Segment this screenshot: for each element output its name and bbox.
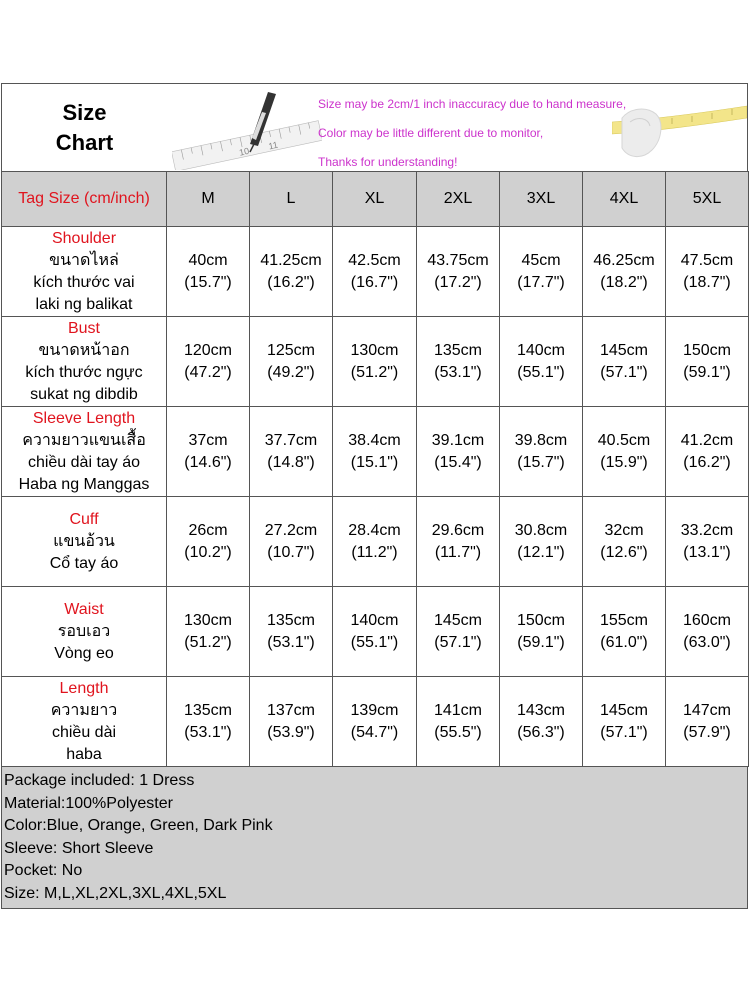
measure-name: Cuff xyxy=(69,510,99,528)
measure-row-shoulder xyxy=(2,227,749,317)
svg-text:10: 10 xyxy=(238,145,251,158)
measure-label xyxy=(2,227,167,317)
value-cm: 37cm xyxy=(188,431,228,449)
value-cm: 33.2cm xyxy=(680,521,734,539)
measure-translation: sukat ng dibdib xyxy=(30,385,138,403)
measure-translation: แขนอ้วน xyxy=(53,532,115,550)
value-cm: 32cm xyxy=(604,521,644,539)
measure-row-waist xyxy=(2,587,749,677)
size-5xl-header: 5XL xyxy=(666,172,749,227)
value-inch: (59.1") xyxy=(517,633,565,651)
value-cm: 41.25cm xyxy=(260,251,322,269)
measure-cell xyxy=(666,677,749,767)
size-header-row xyxy=(2,172,749,227)
value-cm: 130cm xyxy=(183,611,233,629)
measure-cell xyxy=(666,497,749,587)
value-inch: (13.1") xyxy=(683,543,731,561)
value-inch: (57.1") xyxy=(434,633,482,651)
value-cm: 47.5cm xyxy=(680,251,734,269)
measure-translation: ขนาดหน้าอก xyxy=(38,341,130,359)
value-inch: (17.2") xyxy=(434,273,482,291)
value-inch: (47.2") xyxy=(184,363,232,381)
value-cm: 135cm xyxy=(433,341,483,359)
measure-row-bust xyxy=(2,317,749,407)
measure-cell xyxy=(417,227,500,317)
value-inch: (57.1") xyxy=(600,723,648,741)
measure-cell xyxy=(583,677,666,767)
value-cm: 145cm xyxy=(433,611,483,629)
note-thanks: Thanks for understanding! xyxy=(318,155,458,169)
measure-translation: haba xyxy=(66,745,102,763)
value-inch: (15.1") xyxy=(350,453,399,471)
measure-cell xyxy=(250,677,333,767)
measure-cell xyxy=(583,407,666,497)
value-inch: (56.3") xyxy=(517,723,565,741)
value-inch: (15.9") xyxy=(600,453,648,471)
measure-row-sleeve-length xyxy=(2,407,749,497)
value-inch: (15.7") xyxy=(517,453,565,471)
measure-label xyxy=(2,497,167,587)
measure-cell xyxy=(167,227,250,317)
value-inch: (61.0") xyxy=(600,633,648,651)
value-cm: 39.1cm xyxy=(431,431,485,449)
measure-cell xyxy=(500,497,583,587)
measure-translation: รอบเอว xyxy=(57,622,111,640)
chart-title xyxy=(2,84,167,172)
info-pocket: Pocket: No xyxy=(4,862,83,879)
measure-cell xyxy=(333,227,417,317)
info-material: Material:100%Polyester xyxy=(4,794,173,812)
value-cm: 45cm xyxy=(521,251,561,269)
value-inch: (18.7") xyxy=(683,273,731,291)
size-4xl-header: 4XL xyxy=(583,172,666,227)
measure-cell xyxy=(666,587,749,677)
measure-label xyxy=(2,317,167,407)
measure-row-length xyxy=(2,677,749,767)
measure-translation: ขนาดไหล่ xyxy=(49,251,119,269)
size-l-header: L xyxy=(250,172,333,227)
value-cm: 140cm xyxy=(516,341,566,359)
info-sleeve: Sleeve: Short Sleeve xyxy=(4,839,154,857)
measure-cell xyxy=(500,317,583,407)
measure-translation: laki ng balikat xyxy=(35,295,133,313)
value-inch: (59.1") xyxy=(683,363,731,381)
measure-cell xyxy=(250,497,333,587)
measure-cell xyxy=(333,677,417,767)
value-inch: (18.2") xyxy=(600,273,648,291)
measure-cell xyxy=(167,317,250,407)
value-inch: (10.7") xyxy=(267,543,315,561)
value-cm: 145cm xyxy=(599,701,649,719)
measure-cell xyxy=(167,407,250,497)
value-cm: 37.7cm xyxy=(264,431,318,449)
measure-row-cuff xyxy=(2,497,749,587)
value-cm: 40cm xyxy=(188,251,228,269)
value-cm: 137cm xyxy=(266,701,316,719)
value-inch: (16.2") xyxy=(683,453,731,471)
measure-cell xyxy=(500,587,583,677)
size-m-header: M xyxy=(167,172,250,227)
chart-header xyxy=(1,83,748,171)
measure-cell xyxy=(167,677,250,767)
value-inch: (53.1") xyxy=(184,723,232,741)
info-package: Package included: 1 Dress xyxy=(4,772,195,789)
measure-cell xyxy=(417,587,500,677)
size-chart xyxy=(1,83,748,909)
measure-cell xyxy=(500,227,583,317)
size-3xl-header: 3XL xyxy=(500,172,583,227)
measure-cell xyxy=(333,407,417,497)
measure-cell xyxy=(333,497,417,587)
value-inch: (57.1") xyxy=(600,363,648,381)
measure-label xyxy=(2,407,167,497)
value-cm: 27.2cm xyxy=(264,521,318,539)
value-inch: (49.2") xyxy=(267,363,315,381)
value-cm: 28.4cm xyxy=(348,521,401,539)
value-inch: (55.5") xyxy=(434,723,482,741)
measure-cell xyxy=(500,407,583,497)
measure-translation: Cổ tay áo xyxy=(49,554,119,572)
value-inch: (57.9") xyxy=(683,723,731,741)
value-inch: (55.1") xyxy=(350,633,399,651)
value-cm: 140cm xyxy=(350,611,399,629)
measure-cell xyxy=(417,497,500,587)
info-color: Color:Blue, Orange, Green, Dark Pink xyxy=(4,817,273,834)
measure-name: Sleeve Length xyxy=(32,409,136,427)
measure-cell xyxy=(333,587,417,677)
measurement-notes xyxy=(318,90,648,177)
measure-cell xyxy=(583,317,666,407)
value-inch: (16.7") xyxy=(350,273,399,291)
value-cm: 141cm xyxy=(433,701,483,719)
measure-cell xyxy=(250,587,333,677)
value-inch: (17.7") xyxy=(517,273,565,291)
measure-cell xyxy=(500,677,583,767)
value-cm: 30.8cm xyxy=(514,521,568,539)
value-cm: 130cm xyxy=(350,341,399,359)
measure-cell xyxy=(250,407,333,497)
measure-cell xyxy=(583,587,666,677)
value-inch: (53.1") xyxy=(434,363,482,381)
measure-cell xyxy=(583,497,666,587)
measure-name: Length xyxy=(59,679,109,697)
measure-cell xyxy=(417,407,500,497)
measure-cell xyxy=(333,317,417,407)
measure-cell xyxy=(167,587,250,677)
value-inch: (51.2") xyxy=(184,633,232,651)
value-inch: (11.7") xyxy=(434,543,482,561)
value-inch: (54.7") xyxy=(350,723,399,741)
measure-cell xyxy=(417,317,500,407)
value-cm: 41.2cm xyxy=(680,431,734,449)
value-inch: (12.6") xyxy=(600,543,648,561)
value-cm: 42.5cm xyxy=(348,251,401,269)
measure-cell xyxy=(250,317,333,407)
measure-cell xyxy=(666,317,749,407)
note-accuracy: Size may be 2cm/1 inch inaccuracy due to hand measure, xyxy=(318,97,627,111)
value-cm: 29.6cm xyxy=(431,521,485,539)
value-cm: 39.8cm xyxy=(514,431,568,449)
measure-name: Bust xyxy=(67,319,100,337)
value-cm: 150cm xyxy=(516,611,566,629)
measure-translation: chiều dài xyxy=(51,723,117,741)
value-inch: (11.2") xyxy=(351,543,398,561)
value-cm: 145cm xyxy=(599,341,649,359)
measure-cell xyxy=(666,407,749,497)
value-inch: (55.1") xyxy=(517,363,565,381)
measure-translation: ความยาว xyxy=(50,701,118,719)
measuring-tape-hand-illustration xyxy=(612,88,747,168)
measure-cell xyxy=(417,677,500,767)
size-xl-header: XL xyxy=(333,172,417,227)
value-cm: 120cm xyxy=(183,341,233,359)
measure-translation: Vòng eo xyxy=(54,644,114,662)
measure-name: Waist xyxy=(64,600,104,618)
product-info xyxy=(1,767,748,909)
measure-translation: Haba ng Manggas xyxy=(18,475,150,493)
title-line-1: Size xyxy=(62,100,107,125)
value-cm: 143cm xyxy=(516,701,566,719)
measure-name: Shoulder xyxy=(51,229,117,247)
value-inch: (51.2") xyxy=(350,363,399,381)
value-cm: 155cm xyxy=(599,611,649,629)
value-inch: (15.4") xyxy=(434,453,482,471)
size-table xyxy=(1,171,749,767)
measure-translation: ความยาวแขนเสื้อ xyxy=(22,431,146,449)
value-inch: (53.1") xyxy=(267,633,315,651)
tag-size-label: Tag Size (cm/inch) xyxy=(2,172,167,227)
info-size: Size: M,L,XL,2XL,3XL,4XL,5XL xyxy=(4,884,227,902)
value-cm: 46.25cm xyxy=(593,251,655,269)
value-inch: (53.9") xyxy=(267,723,315,741)
measure-translation: chiều dài tay áo xyxy=(27,453,141,471)
measure-cell xyxy=(167,497,250,587)
value-inch: (15.7") xyxy=(184,273,232,291)
measure-cell xyxy=(250,227,333,317)
value-cm: 147cm xyxy=(682,701,732,719)
value-inch: (14.8") xyxy=(267,453,315,471)
svg-text:11: 11 xyxy=(267,139,279,152)
value-inch: (63.0") xyxy=(683,633,731,651)
measure-cell xyxy=(666,227,749,317)
value-cm: 139cm xyxy=(350,701,399,719)
value-cm: 40.5cm xyxy=(597,431,651,449)
value-cm: 150cm xyxy=(682,341,732,359)
measure-translation: kích thước vai xyxy=(33,273,135,291)
note-color: Color may be little different due to monitor, xyxy=(318,126,544,140)
value-cm: 135cm xyxy=(183,701,233,719)
value-cm: 26cm xyxy=(188,521,228,539)
measure-label xyxy=(2,587,167,677)
value-cm: 38.4cm xyxy=(348,431,401,449)
title-line-2: Chart xyxy=(55,130,114,155)
measure-translation: kích thước ngực xyxy=(25,363,143,381)
ruler-pen-illustration xyxy=(172,86,322,170)
value-inch: (16.2") xyxy=(267,273,315,291)
value-inch: (12.1") xyxy=(517,543,565,561)
value-cm: 160cm xyxy=(682,611,732,629)
measure-label xyxy=(2,677,167,767)
value-cm: 125cm xyxy=(266,341,316,359)
measure-cell xyxy=(583,227,666,317)
value-inch: (10.2") xyxy=(184,543,232,561)
value-cm: 135cm xyxy=(266,611,316,629)
size-2xl-header: 2XL xyxy=(417,172,500,227)
value-cm: 43.75cm xyxy=(427,251,489,269)
value-inch: (14.6") xyxy=(184,453,232,471)
